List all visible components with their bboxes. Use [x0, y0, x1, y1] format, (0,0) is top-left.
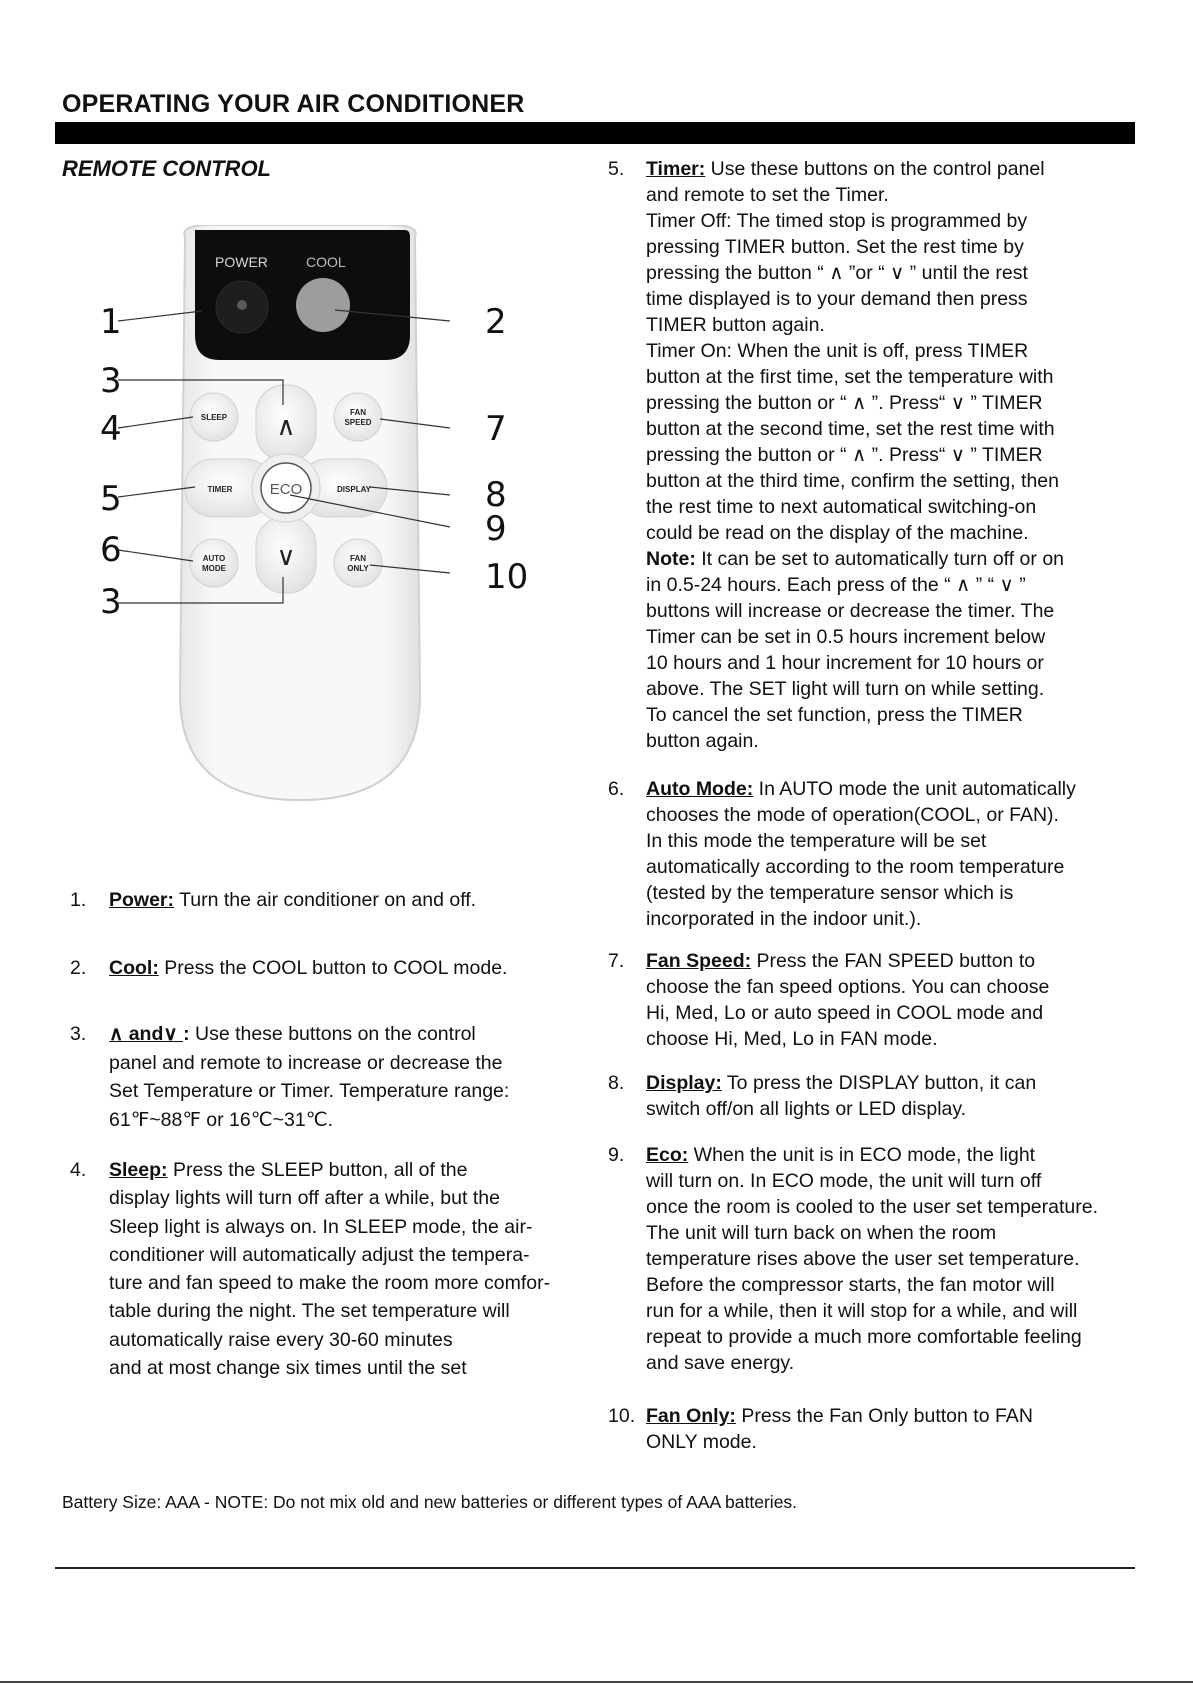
item-line: and remote to set the Timer.	[646, 184, 889, 206]
item-line: could be read on the display of the machine.	[646, 522, 1029, 544]
item-line: time displayed is to your demand then press	[646, 288, 1028, 310]
item-sleep	[70, 1156, 610, 1382]
callout-3-bottom: 3	[100, 582, 122, 622]
eco-label: ECO	[269, 481, 303, 498]
callout-7: 7	[485, 409, 507, 449]
item-line: button again.	[646, 730, 759, 752]
item-line: 61℉~88℉ or 16℃~31℃.	[109, 1108, 334, 1131]
callout-3-top: 3	[100, 361, 122, 401]
item-cool	[70, 955, 590, 981]
item-label: Sleep:	[109, 1159, 168, 1181]
item-number: 1.	[70, 889, 87, 911]
item-label: Auto Mode:	[646, 778, 754, 800]
item-line: To cancel the set function, press the TIMER	[646, 704, 1023, 726]
item-line: To press the DISPLAY button, it can	[721, 1072, 1037, 1094]
fan-speed-label-1: FAN	[350, 408, 366, 417]
item-line: Timer can be set in 0.5 hours increment below	[646, 626, 1046, 648]
fan-only-button	[334, 539, 382, 587]
item-label: Power:	[109, 889, 175, 911]
item-colon: :	[183, 1023, 190, 1045]
item-line: button at the first time, set the temperature with	[646, 366, 1054, 388]
fan-speed-label-2: SPEED	[344, 418, 372, 427]
callout-5: 5	[100, 479, 122, 519]
item-line: pressing the button or “ ∧ ”. Press“ ∨ ” TIMER	[646, 444, 1043, 466]
cool-button	[296, 278, 350, 332]
item-line: conditioner will automatically adjust the tempera-	[109, 1243, 530, 1266]
item-label: Cool:	[109, 957, 159, 979]
item-label: Fan Only:	[646, 1405, 736, 1427]
item-line: It can be set to automatically turn off or on	[695, 548, 1065, 570]
item-eco	[608, 1142, 1183, 1376]
item-line: Use these buttons on the control panel	[705, 158, 1045, 180]
item-line: temperature rises above the user set temperature.	[646, 1248, 1080, 1270]
auto-mode-button	[190, 539, 238, 587]
item-label: Timer:	[646, 158, 706, 180]
item-line: display lights will turn off after a while, but the	[109, 1187, 500, 1210]
item-line: Timer Off: The timed stop is programmed by	[646, 210, 1028, 232]
callout-6: 6	[100, 530, 122, 570]
item-line: ONLY mode.	[646, 1431, 757, 1453]
item-number: 2.	[70, 957, 87, 979]
item-line: choose the fan speed options. You can choose	[646, 976, 1050, 998]
fan-speed-button	[334, 393, 382, 441]
item-line: table during the night. The set temperature will	[109, 1300, 510, 1323]
item-line: choose Hi, Med, Lo in FAN mode.	[646, 1028, 938, 1050]
item-line: Press the SLEEP button, all of the	[167, 1159, 468, 1181]
item-line: switch off/on all lights or LED display.	[646, 1098, 967, 1120]
item-line: chooses the mode of operation(COOL, or FAN).	[646, 804, 1059, 826]
item-line: When the unit is in ECO mode, the light	[688, 1144, 1036, 1166]
item-line: Timer On: When the unit is off, press TIMER	[646, 340, 1029, 362]
item-line: automatically raise every 30-60 minutes	[109, 1328, 453, 1351]
item-line: above. The SET light will turn on while setting.	[646, 678, 1045, 700]
callout-9: 9	[485, 509, 507, 549]
note-label: Note:	[646, 548, 696, 570]
title-bar	[55, 122, 1135, 144]
item-text: Press the COOL button to COOL mode.	[158, 957, 508, 979]
callout-2: 2	[485, 302, 507, 342]
item-arrows	[70, 1020, 590, 1134]
auto-label-2: MODE	[202, 564, 226, 573]
item-line: the rest time to next automatical switching-on	[646, 496, 1037, 518]
item-line: once the room is cooled to the user set temperature.	[646, 1196, 1098, 1218]
item-line: automatically according to the room temperature	[646, 856, 1065, 878]
section-title: REMOTE CONTROL	[62, 156, 271, 181]
down-arrow-glyph: ∨	[276, 542, 296, 572]
item-line: panel and remote to increase or decrease the	[109, 1051, 503, 1074]
item-timer	[608, 156, 1168, 754]
item-line: pressing TIMER button. Set the rest time by	[646, 236, 1024, 258]
fan-only-label-1: FAN	[350, 554, 366, 563]
item-line: 10 hours and 1 hour increment for 10 hours or	[646, 652, 1044, 674]
sleep-label: SLEEP	[200, 413, 228, 422]
item-line: run for a while, then it will stop for a while, and will	[646, 1300, 1078, 1322]
item-line: and at most change six times until the set	[109, 1357, 467, 1380]
item-fan-speed	[608, 948, 1168, 1052]
item-line: ture and fan speed to make the room more comfor-	[109, 1272, 551, 1295]
callout-4: 4	[100, 409, 122, 449]
item-label: Eco:	[646, 1144, 689, 1166]
item-line: pressing the button or “ ∧ ”. Press“ ∨ ” TIMER	[646, 392, 1043, 414]
item-number: 3.	[70, 1023, 87, 1045]
bottom-rule	[55, 1567, 1135, 1569]
fan-only-label-2: ONLY	[347, 564, 369, 573]
item-line: and save energy.	[646, 1352, 795, 1374]
item-line: will turn on. In ECO mode, the unit will turn off	[646, 1170, 1042, 1192]
item-line: Before the compressor starts, the fan motor will	[646, 1274, 1055, 1296]
power-label: POWER	[215, 254, 268, 270]
item-number: 8.	[608, 1072, 625, 1094]
item-power	[70, 887, 570, 913]
item-line: TIMER button again.	[646, 314, 825, 336]
item-number: 10.	[608, 1405, 636, 1427]
item-line: buttons will increase or decrease the timer. The	[646, 600, 1055, 622]
auto-label-1: AUTO	[202, 554, 226, 563]
item-line: Set Temperature or Timer. Temperature range:	[109, 1080, 510, 1102]
item-line: in 0.5-24 hours. Each press of the “ ∧ ” “ ∨ ”	[646, 574, 1026, 596]
item-line: pressing the button “ ∧ ”or “ ∨ ” until the rest	[646, 262, 1028, 284]
battery-note: Battery Size: AAA - NOTE: Do not mix old and new batteries or different types of AAA batteries.	[62, 1492, 798, 1512]
page-edge	[0, 1681, 1193, 1683]
item-number: 5.	[608, 158, 625, 180]
display-label: DISPLAY	[337, 485, 371, 494]
callout-8: 8	[485, 475, 507, 515]
callout-10: 10	[485, 557, 529, 597]
item-line: Sleep light is always on. In SLEEP mode, the air-	[109, 1215, 533, 1238]
item-line: button at the third time, confirm the setting, then	[646, 470, 1059, 492]
item-line: Press the Fan Only button to FAN	[735, 1405, 1033, 1427]
item-display	[608, 1070, 1168, 1122]
timer-label: TIMER	[207, 485, 233, 494]
item-line: In this mode the temperature will be set	[646, 830, 987, 852]
item-line: button at the second time, set the rest time with	[646, 418, 1055, 440]
up-arrow-glyph: ∧	[276, 412, 296, 442]
item-line: Use these buttons on the control	[189, 1023, 476, 1045]
item-label: Display:	[646, 1072, 722, 1094]
item-line: repeat to provide a much more comfortable feeling	[646, 1326, 1082, 1348]
item-line: (tested by the temperature sensor which is	[646, 882, 1014, 904]
item-line: Press the FAN SPEED button to	[751, 950, 1036, 972]
callout-1: 1	[100, 302, 122, 342]
cool-label: COOL	[306, 254, 346, 270]
item-line: Hi, Med, Lo or auto speed in COOL mode and	[646, 1002, 1044, 1024]
item-auto-mode	[608, 776, 1168, 932]
item-number: 6.	[608, 778, 625, 800]
item-number: 9.	[608, 1144, 625, 1166]
item-text: Turn the air conditioner on and off.	[174, 889, 477, 911]
item-fan-only	[608, 1403, 1168, 1455]
item-line: The unit will turn back on when the room	[646, 1222, 997, 1244]
page-title: OPERATING YOUR AIR CONDITIONER	[62, 90, 525, 118]
item-label: ∧ and∨	[109, 1023, 184, 1045]
item-line: In AUTO mode the unit automatically	[753, 778, 1076, 800]
remote-control-illustration	[90, 225, 550, 805]
item-label: Fan Speed:	[646, 950, 752, 972]
item-number: 4.	[70, 1159, 87, 1181]
item-line: incorporated in the indoor unit.).	[646, 908, 922, 930]
item-number: 7.	[608, 950, 625, 972]
